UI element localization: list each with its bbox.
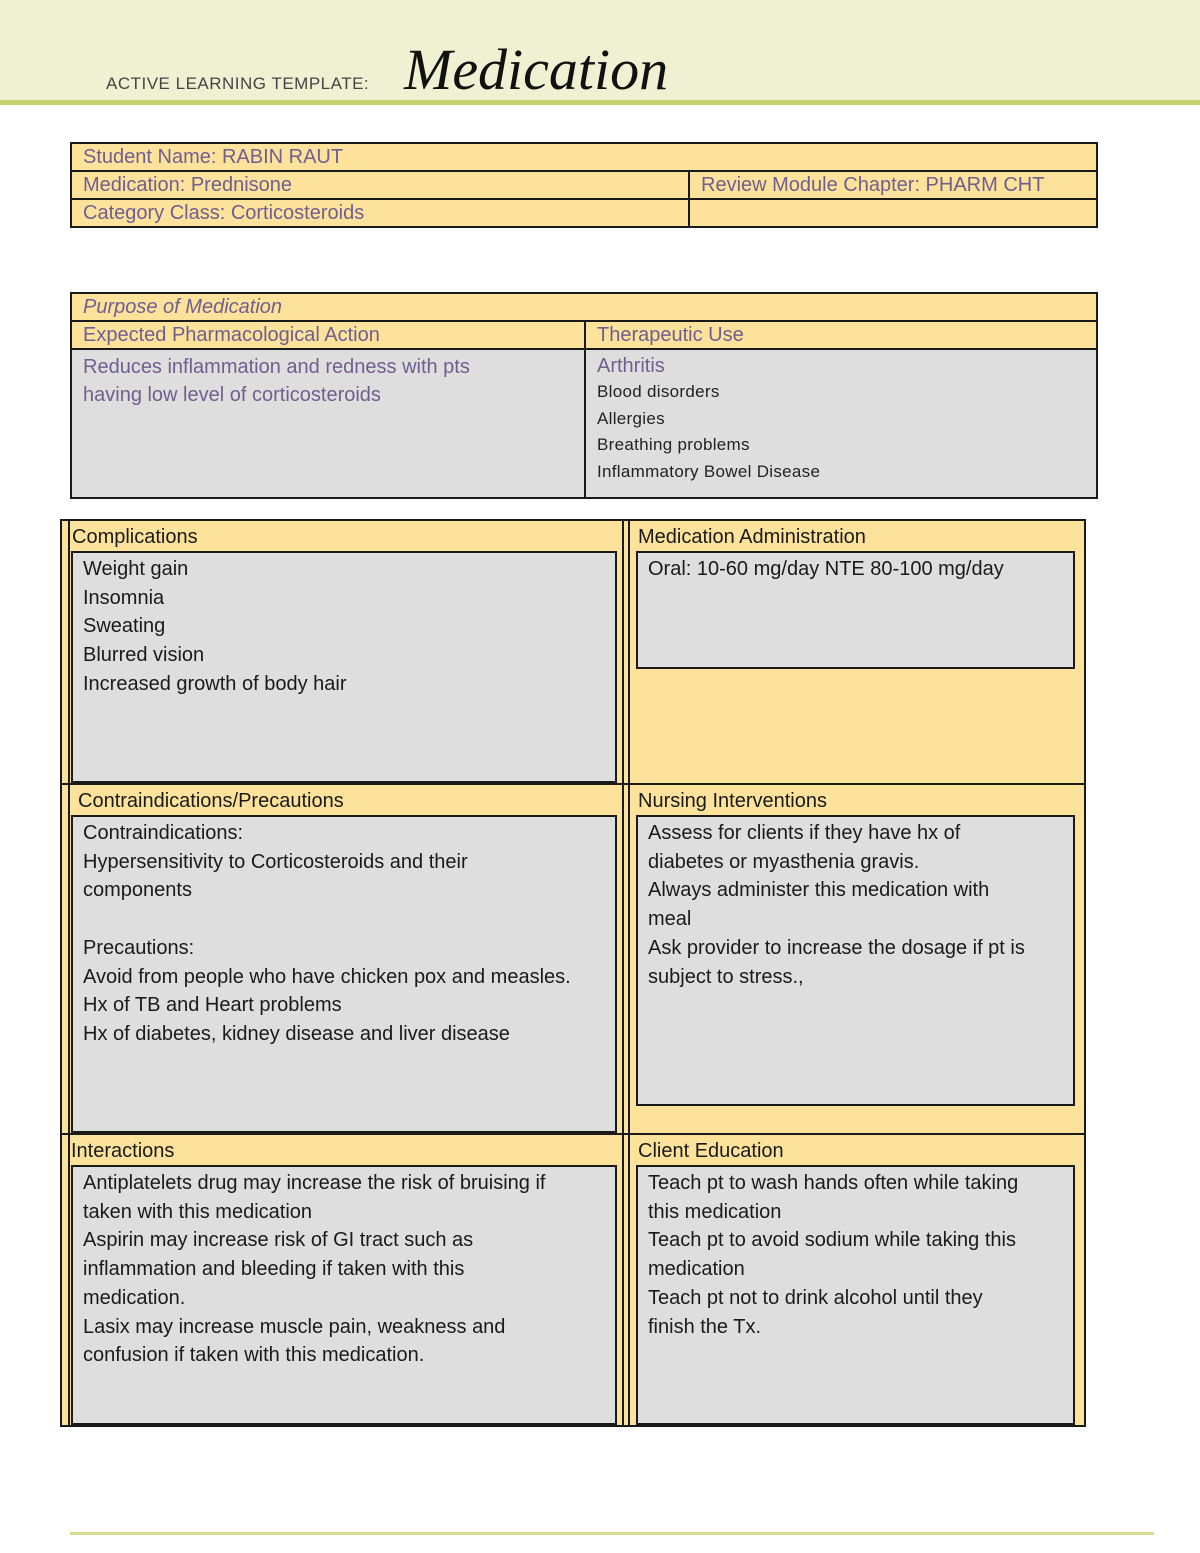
list-item: Hypersensitivity to Corticosteroids and their — [83, 850, 468, 873]
complications-box — [71, 551, 617, 783]
student-name: Student Name: RABIN RAUT — [71, 143, 1097, 171]
column-divider — [622, 521, 624, 1425]
list-item: medication — [648, 1258, 745, 1281]
list-item: Avoid from people who have chicken pox and measles. — [83, 965, 571, 988]
list-item: Blurred vision — [83, 644, 205, 667]
list-item: Insomnia — [83, 586, 165, 609]
use-list — [597, 379, 1096, 485]
list-item: Weight gain — [83, 558, 189, 580]
list-item: taken with this medication — [83, 1200, 313, 1223]
list-item: Always administer this medication with — [648, 879, 990, 902]
list-item: diabetes or myasthenia gravis. — [648, 850, 920, 873]
action-cell — [71, 349, 585, 498]
list-item: Teach pt to avoid sodium while taking this — [648, 1229, 1016, 1252]
column-divider — [628, 521, 630, 1425]
list-item: Aspirin may increase risk of GI tract such as — [83, 1229, 474, 1252]
purpose-heading: Purpose of Medication — [71, 293, 1097, 321]
purpose-table — [70, 292, 1098, 499]
medication-name: Medication: Prednisone — [71, 171, 689, 199]
blank-line — [83, 905, 605, 934]
administration-box — [636, 551, 1075, 669]
list-item: subject to stress., — [648, 965, 804, 988]
interactions-title: Interactions — [71, 1140, 175, 1162]
list-item: Antiplatelets drug may increase the risk of bruising if — [83, 1172, 546, 1194]
list-item: inflammation and bleeding if taken with this — [83, 1258, 465, 1281]
template-label: ACTIVE LEARNING TEMPLATE: — [106, 74, 370, 93]
info-table — [70, 142, 1098, 228]
footer-rule — [70, 1532, 1154, 1535]
left-inner-border — [68, 521, 70, 1425]
list-item: Contraindications: — [83, 822, 244, 844]
list-item: Increased growth of body hair — [83, 672, 347, 695]
nursing-title: Nursing Interventions — [638, 790, 827, 812]
use-primary: Arthritis — [597, 355, 665, 377]
action-heading: Expected Pharmacological Action — [71, 321, 585, 349]
list-item: Teach pt not to drink alcohol until they — [648, 1286, 983, 1309]
row-divider — [62, 1133, 1084, 1135]
list-item: confusion if taken with this medication. — [83, 1344, 425, 1367]
use-item: Allergies — [597, 408, 665, 428]
use-heading: Therapeutic Use — [585, 321, 1097, 349]
use-item: Inflammatory Bowel Disease — [597, 461, 821, 481]
row-divider — [62, 783, 1084, 785]
action-text: Reduces inflammation and redness with pts having low level of corticosteroids — [83, 356, 470, 406]
template-title: Medication — [404, 37, 669, 102]
list-item: this medication — [648, 1200, 782, 1223]
list-item: Hx of TB and Heart problems — [83, 994, 342, 1017]
interactions-box — [71, 1165, 617, 1425]
administration-title: Medication Administration — [638, 526, 866, 548]
nursing-box — [636, 815, 1075, 1106]
contraindications-title: Contraindications/Precautions — [78, 790, 344, 812]
education-title: Client Education — [638, 1140, 784, 1162]
list-item: Hx of diabetes, kidney disease and liver disease — [83, 1022, 510, 1045]
complications-title: Complications — [72, 526, 198, 548]
sections-grid — [60, 519, 1086, 1427]
list-item: Lasix may increase muscle pain, weakness and — [83, 1315, 506, 1338]
review-module: Review Module Chapter: PHARM CHT — [689, 171, 1097, 199]
list-item: Sweating — [83, 615, 166, 638]
list-item: Ask provider to increase the dosage if pt is — [648, 936, 1025, 959]
list-item: finish the Tx. — [648, 1315, 762, 1338]
list-item: medication. — [83, 1286, 186, 1309]
list-item: Oral: 10-60 mg/day NTE 80-100 mg/day — [648, 558, 1004, 580]
empty-cell — [689, 199, 1097, 227]
contraindications-box — [71, 815, 617, 1133]
list-item: Assess for clients if they have hx of — [648, 822, 961, 844]
education-box — [636, 1165, 1075, 1425]
list-item: components — [83, 879, 192, 902]
use-cell — [585, 349, 1097, 498]
list-item: Teach pt to wash hands often while taking — [648, 1172, 1019, 1194]
list-item: meal — [648, 908, 692, 931]
category-class: Category Class: Corticosteroids — [71, 199, 689, 227]
list-item: Precautions: — [83, 936, 195, 959]
use-item: Breathing problems — [597, 435, 750, 454]
use-item: Blood disorders — [597, 382, 720, 401]
